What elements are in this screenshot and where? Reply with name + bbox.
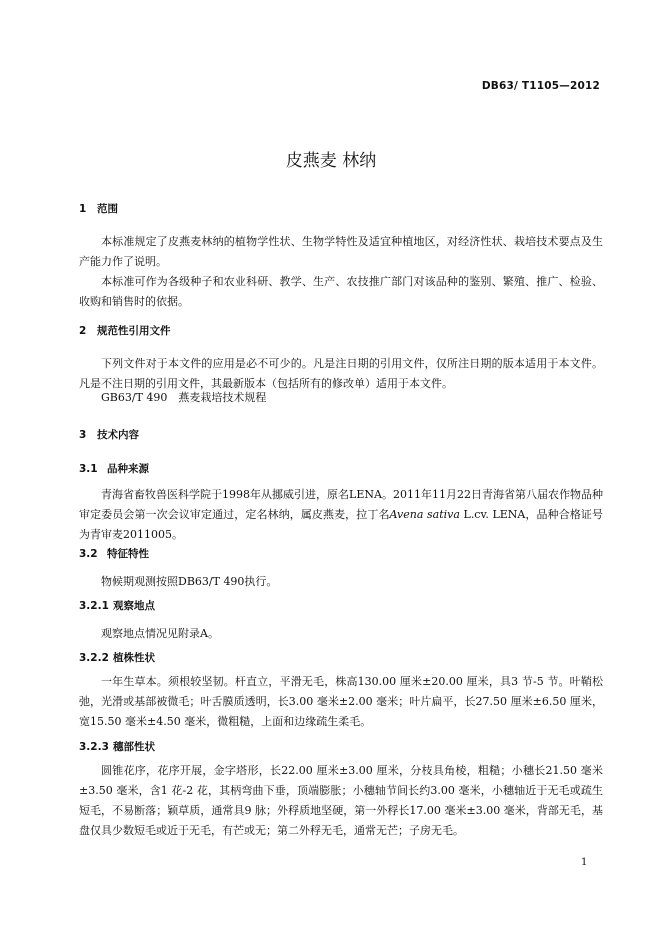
paragraph: 本标准可作为各级种子和农业科研、教学、生产、农技推广部门对该品种的鉴别、繁殖、推广、检验、收购和销售时的依据。 [79, 275, 603, 308]
normative-reference: GB63/T 490 燕麦栽培技术规程 [101, 391, 267, 404]
paragraph: 本标准规定了皮燕麦林纳的植物学性状、生物学特性及适宜种植地区，对经济性状、栽培技术要点及生产能力作了说明。 [79, 235, 603, 268]
paragraph: 观察地点情况见附录A。 [101, 627, 219, 640]
latin-name: Avena sativa [389, 508, 460, 521]
section-title: 技术内容 [97, 429, 139, 441]
section-number: 3.2 [79, 548, 98, 560]
section-title: 范围 [97, 203, 118, 215]
section-title: 穗部性状 [113, 741, 155, 753]
section-title: 特征特性 [107, 548, 149, 560]
section-title: 植株性状 [113, 652, 155, 664]
document-code: DB63/ T1105—2012 [481, 80, 600, 92]
paragraph: 下列文件对于本文件的应用是必不可少的。凡是注日期的引用文件，仅所注日期的版本适用于本文件。凡是不注日期的引用文件，其最新版本（包括所有的修改单）适用于本文件。 [79, 357, 603, 390]
paragraph: 物候期观测按照DB63/T 490执行。 [101, 575, 278, 588]
paragraph-text: L.cv. LENA，品种合格证号为青审麦2011005。 [79, 508, 604, 541]
section-heading-3-2-1 [79, 598, 155, 613]
section-number: 3.1 [79, 463, 98, 475]
section-heading-3-2-3 [79, 739, 155, 754]
section-title: 规范性引用文件 [97, 325, 171, 337]
page-number: 1 [581, 857, 588, 868]
section-number: 3.2.1 [79, 600, 109, 612]
section-heading-1 [79, 201, 118, 216]
section-title: 观察地点 [113, 600, 155, 612]
paragraph-text: 青海省畜牧兽医科学院于1998年从挪威引进，原名LENA。2011年11月22日青海省第八届农作物品种审定委员会第一次会议审定通过，定名林纳，属皮燕麦，拉丁名 [79, 488, 603, 521]
section-heading-3-2 [79, 546, 149, 561]
section-number: 3 [79, 429, 87, 441]
section-heading-2 [79, 323, 171, 338]
paragraph [79, 485, 603, 545]
section-number: 2 [79, 325, 87, 337]
paragraph: 一年生草本。须根较坚韧。杆直立，平滑无毛，株高130.00 厘米±20.00 厘米，具3 节-5 节。叶鞘松弛，光滑或基部被微毛；叶舌膜质透明，长3.00 毫米±2.00 毫米；叶片扁平，长27.50 厘米±6.50 厘米，宽15.50 毫米±4.50 毫米，微粗糙，上面和边缘疏生柔毛。 [79, 675, 603, 728]
section-heading-3 [79, 427, 139, 442]
section-title: 品种来源 [107, 463, 149, 475]
section-number: 3.2.3 [79, 741, 109, 753]
paragraph: 圆锥花序，花序开展，金字塔形，长22.00 厘米±3.00 厘米，分枝具角棱，粗糙；小穗长21.50 毫米±3.50 毫米，含1 花-2 花，其柄弯曲下垂，顶端膨胀；小穗轴节间长约3.00 毫米，小穗轴近于无毛或疏生短毛，不易断落；颖草质，通常具9 脉；外稃质地坚硬，第一外稃长17.00 毫米±3.00 毫米，背部无毛，基盘仅具少数短毛或近于无毛，有芒或无；第二外稃无毛，通常无芒；子房无毛。 [79, 764, 603, 837]
section-number: 3.2.2 [79, 652, 109, 664]
page-title: 皮燕麦 林纳 [285, 151, 377, 171]
section-heading-3-1 [79, 461, 149, 476]
section-number: 1 [79, 203, 87, 215]
section-heading-3-2-2 [79, 650, 155, 665]
